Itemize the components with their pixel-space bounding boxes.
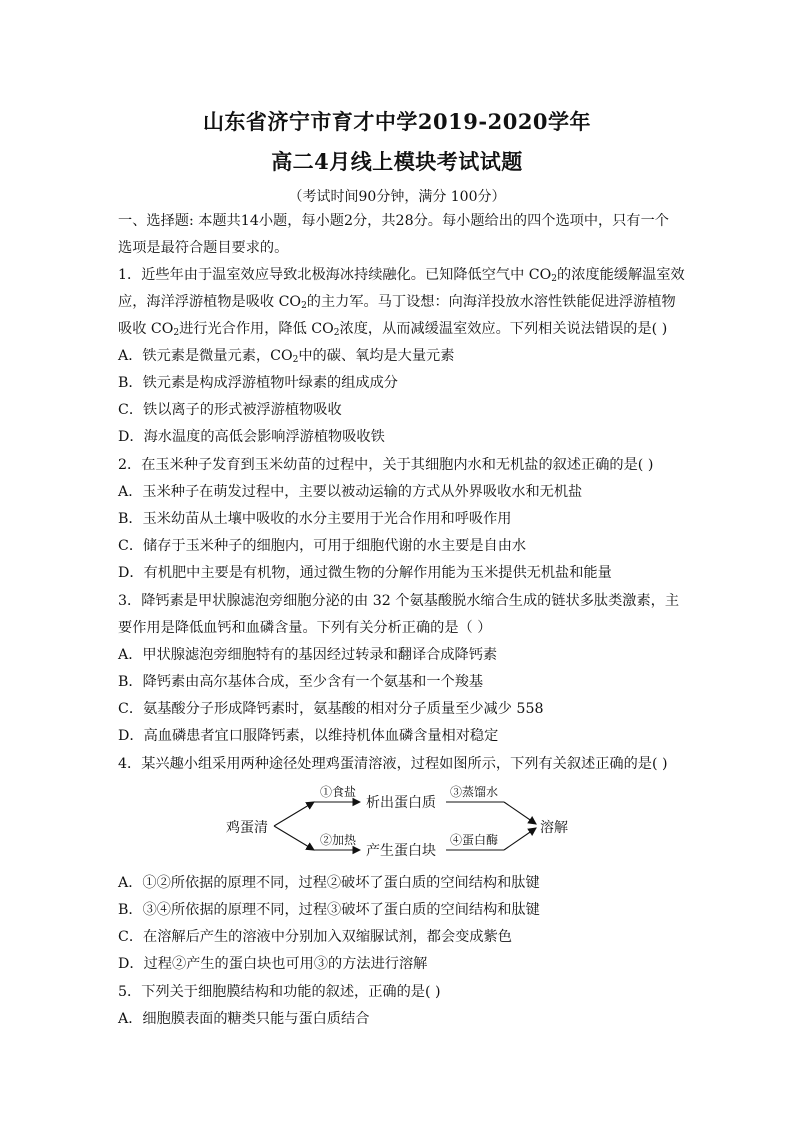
section-intro-line2: 选项是最符合题目要求的。 [118, 240, 289, 256]
q1-stem-text: 的浓度能缓解温室效 [557, 267, 685, 283]
q3-option-a: A．甲状腺滤泡旁细胞特有的基因经过转录和翻译合成降钙素 [118, 647, 498, 663]
q5-option-a: A．细胞膜表面的糖类只能与蛋白质结合 [118, 1011, 370, 1027]
q2-option-a: A．玉米种子在萌发过程中，主要以被动运输的方式从外界吸收水和无机盐 [118, 484, 583, 500]
diagram-mid-top-label: 析出蛋白质 [366, 795, 436, 811]
page-title-line2: 高二4月线上模块考试试题 [271, 149, 523, 174]
arrow-line [274, 802, 314, 826]
diagram-start-label: 鸡蛋清 [226, 820, 268, 836]
arrow-line [504, 802, 536, 824]
q1-stem-text: 1．近些年由于温室效应导致北极海冰持续融化。已知降低空气中 CO [118, 267, 552, 283]
subscript: 2 [333, 328, 340, 338]
q3-option-b: B．降钙素由高尔基体合成，至少含有一个氨基和一个羧基 [118, 674, 484, 690]
step4-label: ④蛋白酶 [450, 833, 499, 847]
q1-stem-text: 进行光合作用，降低 CO [179, 321, 334, 337]
arrow-line [504, 828, 536, 850]
q2-option-c: C．储存于玉米种子的细胞内，可用于细胞代谢的水主要是自由水 [118, 538, 527, 554]
q3-option-c: C．氨基酸分子形成降钙素时，氨基酸的相对分子质量至少减少 558 [118, 701, 544, 717]
step3-label: ③蒸馏水 [450, 785, 499, 799]
diagram-end-label: 溶解 [540, 820, 568, 836]
option-text: A．铁元素是微量元素，CO [118, 348, 293, 364]
q4-option-c: C．在溶解后产生的溶液中分别加入双缩脲试剂，都会变成紫色 [118, 929, 512, 945]
q4-option-b: B．③④所依据的原理不同，过程③破坏了蛋白质的空间结构和肽键 [118, 902, 540, 918]
subscript: 2 [551, 274, 558, 284]
q1-stem-text: 应，海洋浮游植物是吸收 CO [118, 294, 302, 310]
arrow-line [274, 826, 314, 850]
q4-option-a: A．①②所依据的原理不同，过程②破坏了蛋白质的空间结构和肽键 [118, 875, 540, 891]
q3-option-d: D．高血磷患者宜口服降钙素，以维持机体血磷含量相对稳定 [118, 728, 499, 744]
q1-option-c: C．铁以离子的形式被浮游植物吸收 [118, 402, 342, 418]
q1-stem-text: 浓度，从而减缓温室效应。下列相关说法错误的是( ) [339, 321, 668, 337]
egg-white-process-diagram [218, 776, 568, 868]
q3-stem-line2: 要作用是降低血钙和血磷含量。下列有关分析正确的是（ ） [118, 620, 492, 636]
diagram-mid-bottom-label: 产生蛋白块 [366, 843, 436, 859]
section-intro-line1: 一、选择题: 本题共14小题，每小题2分，共28分。每小题给出的四个选项中，只有一个 [118, 213, 669, 229]
q1-option-d: D．海水温度的高低会影响浮游植物吸收铁 [118, 429, 385, 445]
option-text: 中的碳、氧均是大量元素 [298, 348, 455, 364]
q1-stem-text: 的主力军。马丁设想：向海洋投放水溶性铁能促进浮游植物 [306, 294, 676, 310]
step2-label: ②加热 [320, 833, 357, 847]
q1-stem-line2 [118, 293, 676, 315]
q4-option-d: D．过程②产生的蛋白块也可用③的方法进行溶解 [118, 956, 428, 972]
q3-stem-line1: 3．降钙素是甲状腺滤泡旁细胞分泌的由 32 个氨基酸脱水缩合生成的链状多肽类激素，主 [118, 593, 680, 609]
exam-info: （考试时间90分钟，满分 100分） [288, 189, 506, 205]
q1-option-b: B．铁元素是构成浮游植物叶绿素的组成成分 [118, 375, 398, 391]
q1-stem-line3 [118, 320, 667, 342]
subscript: 2 [173, 328, 180, 338]
q1-option-a [118, 347, 454, 369]
q4-stem: 4．某兴趣小组采用两种途径处理鸡蛋清溶液，过程如图所示，下列有关叙述正确的是( ) [118, 756, 668, 772]
q2-option-d: D．有机肥中主要是有机物，通过微生物的分解作用能为玉米提供无机盐和能量 [118, 565, 612, 581]
q5-stem: 5．下列关于细胞膜结构和功能的叙述，正确的是( ) [118, 984, 441, 1000]
q1-stem-text: 吸收 CO [118, 321, 174, 337]
subscript: 2 [301, 301, 307, 311]
page-title-line1: 山东省济宁市育才中学2019-2020学年 [202, 109, 592, 134]
q1-stem-line1 [118, 266, 685, 288]
q2-stem: 2．在玉米种子发育到玉米幼苗的过程中，关于其细胞内水和无机盐的叙述正确的是( ) [118, 457, 654, 473]
subscript: 2 [292, 355, 299, 365]
step1-label: ①食盐 [320, 785, 357, 799]
q2-option-b: B．玉米幼苗从土壤中吸收的水分主要用于光合作用和呼吸作用 [118, 511, 512, 527]
